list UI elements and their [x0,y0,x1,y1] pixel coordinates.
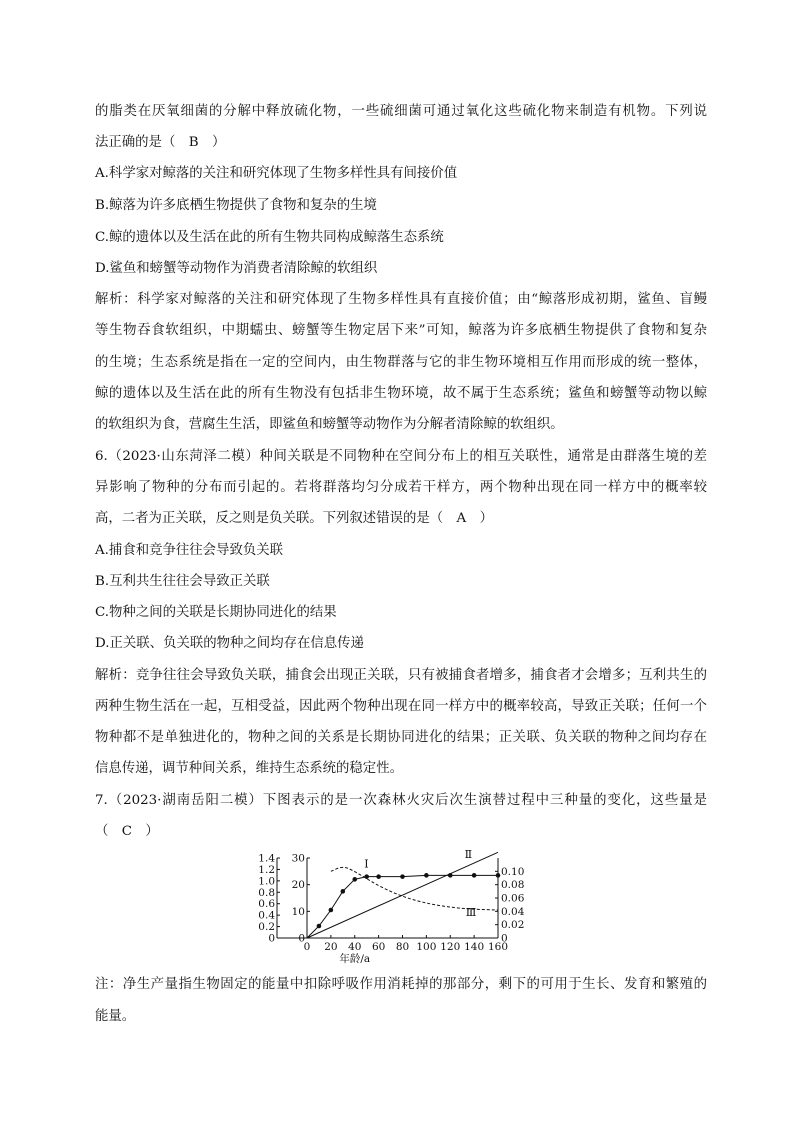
right-axis-tick-label: 0.08 [501,879,525,892]
series-2-line [307,852,498,938]
q7-stem-line-2: （ C ） [95,824,159,839]
q6-option-b: B.互利共生往往会导致正关联 [95,574,270,589]
right-axis-tick-label: 0.10 [501,865,525,878]
right-axis-tick-label: 0.04 [501,905,525,918]
left-axis-1-tick-label: 1.0 [258,875,275,888]
left-axis-1-tick-label: 0.6 [258,898,275,911]
left-axis-1-tick-label: 1.4 [258,852,275,865]
q5-option-c: C.鲸的遗体以及生活在此的所有生物共同构成鲸落生态系统 [95,230,444,245]
left-axis-1-tick-label: 1.2 [258,863,275,876]
q6-option-d: D.正关联、负关联的物种之间均存在信息传递 [95,636,364,651]
q6-explanation-line-3: 物种都不是单独进化的，物种之间的关系是长期协同进化的结果；正关联、负关联的物种之间均存在 [95,730,707,745]
left-axis-2-tick-label: 20 [291,879,305,892]
q6-stem-line-1: 6.（2023·山东菏泽二模）种间关联是不同物种在空间分布上的相互关联性，通常是由群落生境的差 [95,449,707,464]
q5-explanation-line-2: 等生物吞食软组织，中期蠕虫、螃蟹等生物定居下来”可知，鲸落为许多底栖生物提供了食物和复杂 [95,323,707,338]
x-axis-tick-label: 0 [303,941,311,953]
q6-stem-line-2: 异影响了物种的分布而引起的。若将群落均匀分成若干样方，两个物种出现在同一样方中的概率较 [95,480,707,495]
right-axis-tick-label: 0 [501,932,508,945]
series-1-point [364,874,369,879]
series-1-point [329,908,334,913]
q5-option-d: D.鲨鱼和螃蟹等动物作为消费者清除鲸的软组织 [95,261,378,276]
x-axis-tick-label: 160 [487,941,509,953]
q5-option-a: A.科学家对鲸落的关注和研究体现了生物多样性具有间接价值 [95,166,458,181]
series-1-point [376,874,381,879]
x-axis-tick-label: 140 [464,941,485,953]
q5-stem-line-2: 法正确的是（ B ） [95,135,226,150]
q5-stem-line-1: 的脂类在厌氧细菌的分解中释放硫化物，一些硫细菌可通过氧化这些硫化物来制造有机物。下列说 [95,104,707,119]
left-axis-1-tick-label: 0.4 [258,909,275,922]
series-1-label: Ⅰ [364,857,369,871]
left-axis-2-tick-label: 30 [291,852,305,865]
q5-explanation-line-3: 的生境；生态系统是指在一定的空间内，由生物群落与它的非生物环境相互作用而形成的统一整体， [95,355,707,370]
q6-stem-line-3: 高，二者为正关联，反之则是负关联。下列叙述错误的是（ A ） [95,511,493,526]
series-2-label: Ⅱ [464,848,473,861]
series-3-label: Ⅲ [465,906,477,919]
q5-explanation-line-1: 解析：科学家对鲸落的关注和研究体现了生物多样性具有直接价值；由“鲸落形成初期，鲨鱼、盲鳗 [95,292,707,307]
x-axis-tick-label: 120 [440,941,461,953]
x-axis-tick-label: 100 [416,941,437,953]
right-axis-tick-label: 0.06 [501,892,525,905]
x-axis-label: 年龄/a [339,953,371,965]
q5-option-b: B.鲸落为许多底栖生物提供了食物和复杂的生境 [95,198,377,213]
series-1-point [424,873,429,878]
note-line-1: 注：净生产量指生物固定的能量中扣除呼吸作用消耗掉的那部分，剩下的可用于生长、发育和繁殖的 [95,977,707,992]
q6-option-a: A.捕食和竞争往往会导致负关联 [95,543,284,558]
series-1-point [472,873,477,878]
q6-explanation-line-2: 两种生物生活在一起，互相受益，因此两个物种出现在同一样方中的概率较高，导致正关联；任何一个 [95,699,707,714]
left-axis-1-tick-label: 0.2 [258,921,275,934]
left-axis-1-tick-label: 0 [268,932,275,945]
left-axis-2-tick-label: 10 [291,905,305,918]
series-1-point [341,889,346,894]
series-1-point [400,874,405,879]
x-axis-tick-label: 20 [324,941,338,953]
q6-option-c: C.物种之间的关联是长期协同进化的结果 [95,605,337,620]
succession-chart [255,846,525,966]
q5-explanation-line-4: 鲸的遗体以及生活在此的所有生物没有包括非生物环境，故不属于生态系统；鲨鱼和螃蟹等动物以鲸 [95,386,707,401]
x-axis-tick-label: 40 [348,941,362,953]
series-1-point [317,924,322,929]
left-axis-2-tick-label: 0 [298,932,305,945]
q5-explanation-line-5: 的软组织为食，营腐生生活，即鲨鱼和螃蟹等动物作为分解者清除鲸的软组织。 [95,417,564,432]
q6-explanation-line-4: 信息传递，调节种间关系，维持生态系统的稳定性。 [95,761,403,776]
right-axis-tick-label: 0.02 [501,919,525,932]
left-axis-1-tick-label: 0.8 [258,886,275,899]
q6-explanation-line-1: 解析：竞争往往会导致负关联，捕食会出现正关联，只有被捕食者增多，捕食者才会增多；互利共生的 [95,668,707,683]
x-axis-tick-label: 80 [395,941,410,953]
note-line-2: 能量。 [95,1009,136,1024]
q7-stem-line-1: 7.（2023·湖南岳阳二模）下图表示的是一次森林火灾后次生演替过程中三种量的变化，这些量是 [95,793,707,808]
series-1-point [352,877,357,882]
x-axis-tick-label: 60 [371,941,386,953]
series-1-point [496,873,501,878]
